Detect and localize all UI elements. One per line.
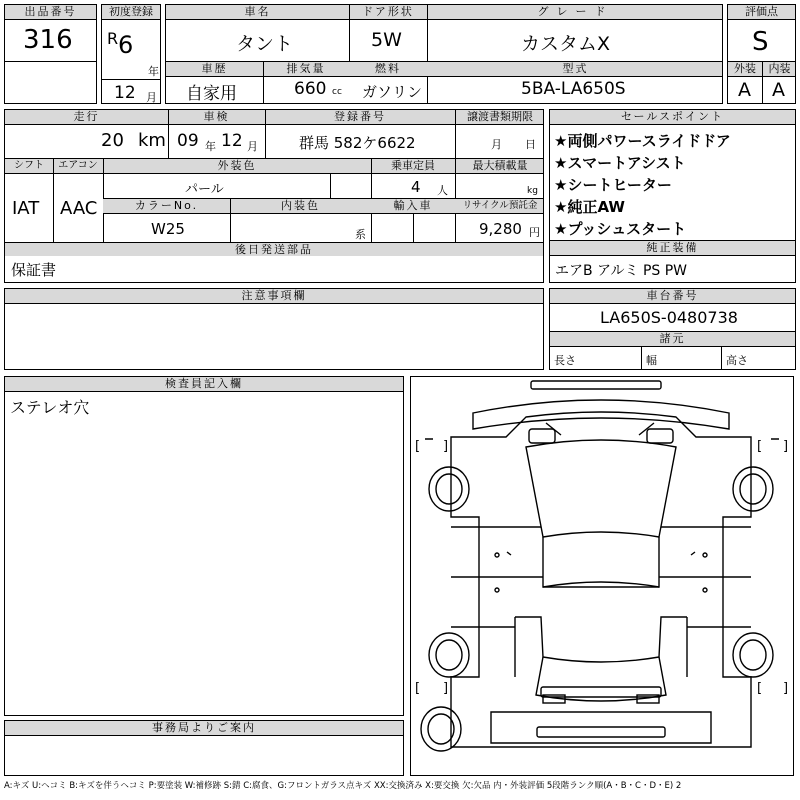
bracket-front-left-open: [: [415, 439, 421, 454]
shift-value: IAT: [12, 198, 40, 219]
spec-width-label: 幅: [646, 354, 657, 367]
displacement-label: 排気量: [263, 61, 349, 77]
equipment-box: [549, 240, 796, 283]
history-value: 自家用: [186, 84, 237, 104]
lot-number-box: [4, 4, 97, 104]
spec-height-label: 高さ: [726, 354, 748, 367]
recycle-label: リサイクル預託金: [455, 199, 544, 214]
color-no-value: W25: [151, 220, 185, 238]
sales-points-box: [549, 109, 796, 241]
registration-month-unit: 月: [146, 91, 157, 104]
later-parts-value: 保証書: [11, 261, 57, 279]
capacity-unit: 人: [437, 184, 448, 197]
sales-point-item: ★スマートアシスト: [554, 154, 686, 172]
inspection-month-unit: 月: [247, 140, 258, 153]
equipment-label: 純正装備: [550, 241, 795, 256]
office-label: 事務局よりご案内: [5, 721, 403, 736]
ac-value: AAC: [60, 198, 98, 219]
registration-year: 6: [118, 31, 134, 59]
door-value: 5W: [371, 29, 402, 51]
inspection-year-unit: 年: [205, 140, 216, 153]
lot-number-value: 316: [23, 25, 73, 55]
transfer-day: 日: [525, 138, 536, 151]
transfer-month: 月: [491, 138, 502, 151]
interior-label: 内装色: [230, 199, 371, 214]
lot-number-label: 出品番号: [5, 5, 96, 20]
score-label: 評価点: [728, 5, 795, 20]
inspector-note: ステレオ穴: [10, 398, 90, 417]
bracket-rear-left-open: [: [415, 681, 421, 696]
car-name-label: 車名: [166, 5, 349, 20]
score-ext-label: 外装: [728, 61, 762, 77]
bracket-front-right-open: [: [757, 439, 763, 454]
plate-value: 群馬 582ケ6622: [299, 134, 416, 152]
sales-point-item: ★プッシュスタート: [554, 220, 687, 238]
car-damage-diagram: [410, 376, 794, 776]
displacement-value: 660: [294, 79, 327, 99]
registration-era: R: [107, 29, 119, 48]
sales-point-item: ★純正AW: [554, 198, 625, 216]
registration-year-unit: 年: [148, 65, 159, 78]
import-label: 輸入車: [371, 199, 455, 214]
legend-text: A:キズ U:ヘコミ B:キズを伴うヘコミ P:要塗装 W:補修跡 S:錆 C:腐食、G:フロントガラス点キズ XX:交換済み X:要交換 欠:欠品 内・外装評価 5段階ランク順(A・B・C・D・E) 2: [4, 781, 682, 791]
car-name-value: タント: [236, 33, 294, 55]
spec-length-label: 長さ: [554, 354, 576, 367]
inspection-label: 車検: [168, 110, 265, 125]
color-no-label: カラーNo.: [103, 199, 230, 214]
capacity-value: 4: [411, 178, 421, 196]
score-int-label: 内装: [762, 61, 796, 77]
capacity-label: 乗車定員: [371, 159, 455, 174]
ac-label: エアコン: [53, 159, 103, 174]
score-box: [727, 4, 796, 104]
exterior-label: 外装色: [103, 159, 371, 174]
registration-month: 12: [114, 83, 136, 103]
inspection-month: 12: [221, 131, 243, 151]
payload-unit: kg: [527, 186, 538, 196]
bracket-front-right-close: ]: [783, 439, 789, 454]
bracket-rear-left-close: ]: [443, 681, 449, 696]
interior-unit: 系: [355, 228, 366, 241]
bracket-rear-right-close: ]: [783, 681, 789, 696]
fuel-value: ガソリン: [362, 83, 423, 101]
fuel-label: 燃料: [349, 61, 427, 77]
inspection-year: 09: [177, 131, 199, 151]
inspector-label: 検査員記入欄: [5, 377, 403, 392]
office-box: [4, 720, 404, 776]
inspector-box: [4, 376, 404, 716]
registration-box: [101, 4, 161, 104]
model-value: 5BA-LA650S: [521, 79, 626, 99]
car-info-box: [165, 4, 723, 104]
chassis-value: LA650S-0480738: [600, 308, 738, 327]
later-parts-box: [4, 256, 544, 283]
chassis-label: 車台番号: [550, 289, 795, 304]
shift-label: シフト: [5, 159, 53, 174]
details-box: [4, 109, 544, 257]
specs-label: 諸元: [550, 331, 795, 347]
car-outline: [411, 377, 792, 774]
score-ext-value: A: [738, 79, 751, 101]
registration-label: 初度登録: [102, 5, 160, 20]
notes-label: 注意事項欄: [5, 289, 543, 304]
sales-point-item: ★両側パワースライドドア: [554, 132, 731, 150]
later-parts-label: 後日発送部品: [5, 243, 543, 257]
mileage-unit: km: [138, 130, 166, 151]
grade-value: カスタムX: [521, 33, 611, 55]
mileage-label: 走行: [5, 110, 168, 125]
model-label: 型式: [427, 61, 723, 77]
sales-points-label: セールスポイント: [550, 110, 795, 125]
transfer-label: 譲渡書類期限: [455, 110, 544, 125]
bracket-rear-right-open: [: [757, 681, 763, 696]
sales-point-item: ★シートヒーター: [554, 176, 672, 194]
chassis-box: [549, 288, 796, 370]
grade-label: グレード: [427, 5, 723, 20]
recycle-unit: 円: [529, 226, 540, 239]
history-label: 車歴: [166, 61, 263, 77]
displacement-unit: cc: [332, 87, 342, 97]
door-label: ドア形状: [349, 5, 427, 20]
plate-label: 登録番号: [265, 110, 455, 125]
score-value: S: [752, 27, 769, 57]
equipment-value: エアB アルミ PS PW: [555, 263, 688, 279]
payload-label: 最大積載量: [455, 159, 544, 174]
recycle-value: 9,280: [479, 220, 522, 238]
score-int-value: A: [772, 79, 785, 101]
notes-box: [4, 288, 544, 370]
bracket-front-left-close: ]: [443, 439, 449, 454]
mileage-value: 20: [101, 130, 124, 151]
exterior-value: パール: [185, 182, 224, 197]
